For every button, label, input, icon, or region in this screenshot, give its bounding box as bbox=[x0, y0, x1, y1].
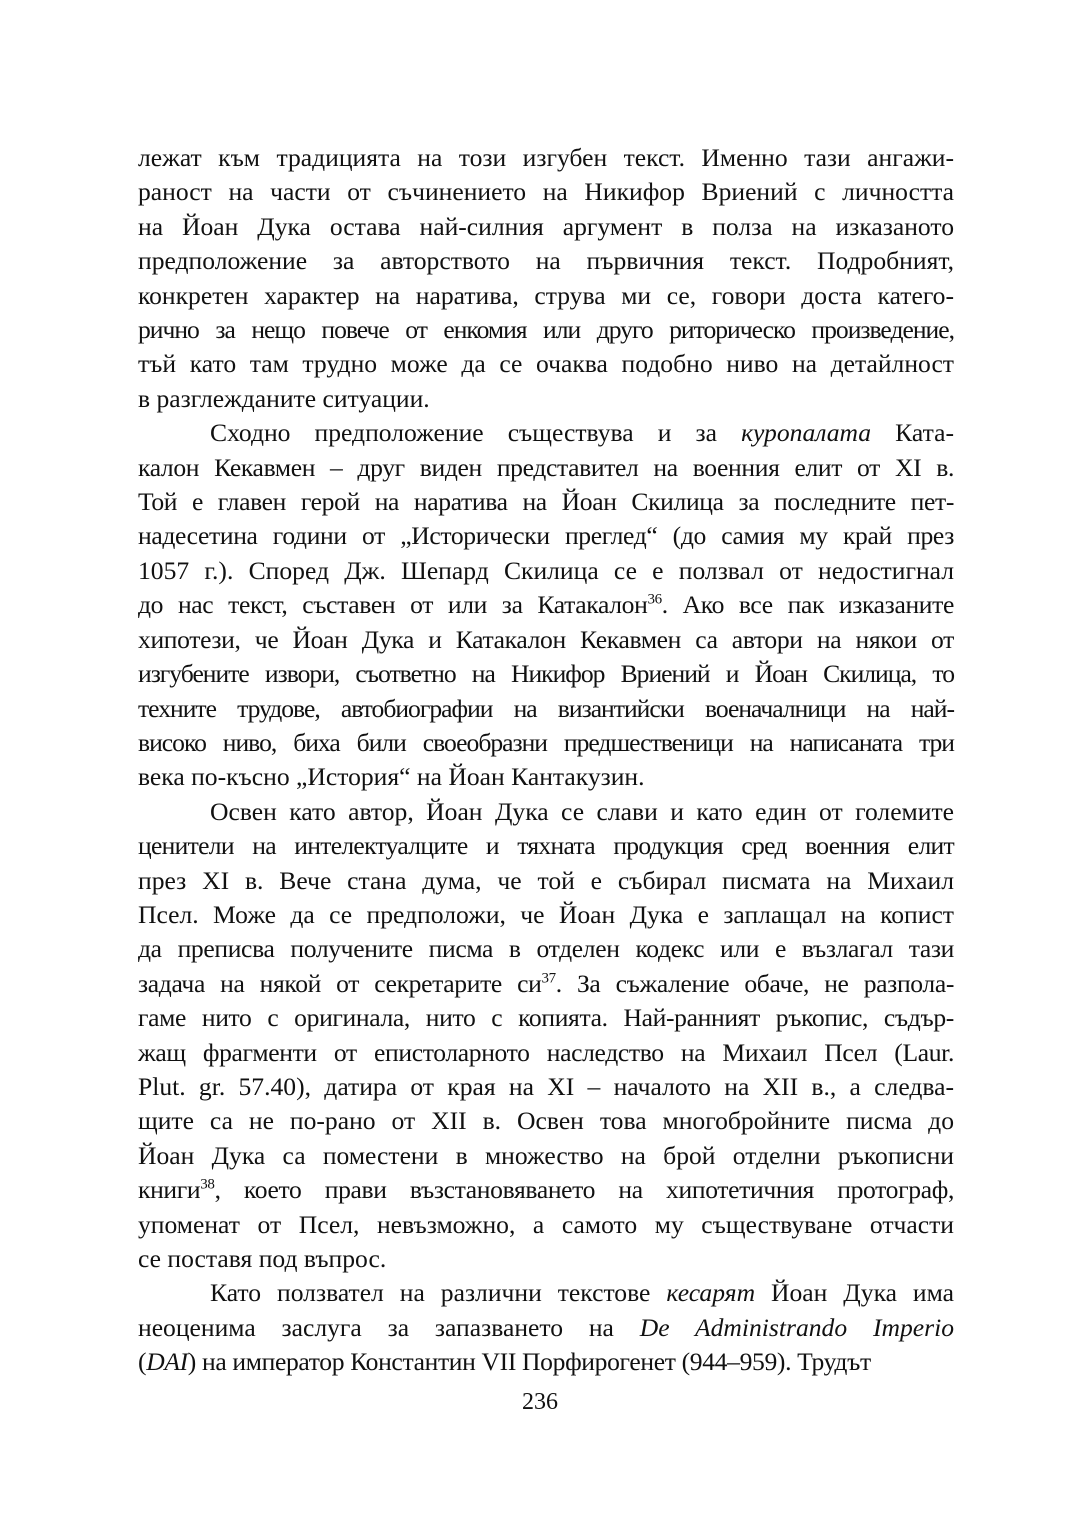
text-line bbox=[138, 1001, 954, 1035]
text-segment: изгубените извори, съответно на Никифор Вриений и Йоан Скилица, то bbox=[138, 659, 954, 689]
text-line bbox=[138, 1139, 954, 1173]
text-line bbox=[138, 175, 954, 209]
text-line bbox=[138, 760, 954, 794]
text-segment: , което прави възстановяването на хипотетичния протограф, bbox=[214, 1175, 954, 1205]
text-segment: неоценима заслуга за запазването на bbox=[138, 1312, 640, 1342]
text-line bbox=[138, 1311, 954, 1345]
text-line bbox=[138, 313, 954, 347]
text-segment: ) на император Константин VII Порфирогенет (944–959). Трудът bbox=[187, 1347, 871, 1377]
text-segment: хипотези, че Йоан Дука и Катакалон Кекавмен са автори на някои от bbox=[138, 624, 954, 654]
page-body bbox=[138, 141, 954, 1380]
text-segment: . За съжаление обаче, не разпола- bbox=[555, 968, 954, 998]
text-line bbox=[138, 1276, 954, 1310]
text-segment: до нас текст, съставен от или за Катакалон bbox=[138, 590, 648, 620]
text-segment: високо ниво, биха били своеобразни предшественици на написаната три bbox=[138, 727, 954, 757]
text-segment: гаме нито с оригинала, нито с копията. Най-ранният ръкопис, съдър- bbox=[138, 1003, 954, 1033]
paragraph-3 bbox=[138, 795, 954, 1277]
text-line bbox=[138, 416, 954, 450]
text-line bbox=[138, 588, 954, 622]
text-segment: щите са не по-рано от XII в. Освен това многобройните писма до bbox=[138, 1106, 954, 1136]
text-line bbox=[138, 1242, 954, 1276]
italic-term: De Administrando Imperio bbox=[639, 1312, 954, 1342]
footnote-ref: 38 bbox=[200, 1176, 215, 1193]
text-segment: Ката- bbox=[871, 418, 954, 448]
text-segment: на Йоан Дука остава най-силния аргумент в полза на изказаното bbox=[138, 211, 954, 241]
text-segment: ценители на интелектуалците и тяхната продукция сред военния елит bbox=[138, 831, 954, 861]
footnote-ref: 36 bbox=[647, 591, 662, 608]
text-segment: през XI в. Вече стана дума, че той е събирал писмата на Михаил bbox=[138, 865, 954, 895]
text-segment: тъй като там трудно може да се очаква подобно ниво на детайлност bbox=[138, 349, 954, 379]
text-line bbox=[138, 347, 954, 381]
text-segment: надесетина години от „Исторически преглед“ (до самия му край през bbox=[138, 521, 954, 551]
text-line bbox=[138, 1208, 954, 1242]
text-segment: жащ фрагменти от епистоларното наследство на Михаил Псел (Laur. bbox=[138, 1037, 954, 1067]
text-line bbox=[138, 485, 954, 519]
text-line bbox=[138, 1070, 954, 1104]
italic-term: DAI bbox=[146, 1347, 188, 1377]
text-segment: Псел. Може да се предположи, че Йоан Дука е заплащал на копист bbox=[138, 899, 954, 929]
text-segment: Като ползвател на различни текстове bbox=[210, 1278, 667, 1308]
text-segment: рично за нещо повече от енкомия или друго риторическо произведение, bbox=[138, 315, 954, 345]
text-line bbox=[138, 829, 954, 863]
text-line bbox=[138, 898, 954, 932]
text-segment: предположение за авторството на първичния текст. Подробният, bbox=[138, 246, 954, 276]
text-segment: в разглежданите ситуации. bbox=[138, 383, 430, 413]
text-segment: конкретен характер на наратива, струва ми се, говори доста катего- bbox=[138, 280, 954, 310]
text-segment: Йоан Дука са поместени в множество на брой отделни ръкописни bbox=[138, 1140, 954, 1170]
text-line bbox=[138, 1345, 954, 1379]
text-segment: да преписва получените писма в отделен кодекс или е възлагал тази bbox=[138, 934, 954, 964]
text-line bbox=[138, 932, 954, 966]
text-line bbox=[138, 795, 954, 829]
text-segment: Сходно предположение съществува и за bbox=[210, 418, 742, 448]
text-line bbox=[138, 279, 954, 313]
text-segment: лежат към традицията на този изгубен текст. Именно тази ангажи- bbox=[138, 143, 954, 172]
text-segment: . Ако все пак изказаните bbox=[661, 590, 954, 620]
text-segment: задача на някой от секретарите си bbox=[138, 968, 542, 998]
text-segment: века по-късно „История“ на Йоан Кантакузин. bbox=[138, 762, 645, 792]
text-line bbox=[138, 967, 954, 1001]
text-line bbox=[138, 451, 954, 485]
page-number: 236 bbox=[522, 1389, 558, 1415]
text-line bbox=[138, 726, 954, 760]
paragraph-2 bbox=[138, 416, 954, 794]
footnote-ref: 37 bbox=[541, 970, 556, 986]
text-line bbox=[138, 141, 954, 175]
text-segment: техните трудове, автобиографии на византийски военачалници на най- bbox=[138, 693, 954, 723]
text-segment: Plut. gr. 57.40), датира от края на XI – началото на XII в., а следва- bbox=[138, 1071, 954, 1101]
text-line bbox=[138, 519, 954, 553]
italic-term: куропалата bbox=[741, 418, 872, 448]
paragraph-4 bbox=[138, 1276, 954, 1379]
text-line bbox=[138, 692, 954, 726]
text-line bbox=[138, 623, 954, 657]
text-line bbox=[138, 554, 954, 588]
text-segment: упоменат от Псел, невъзможно, а самото му съществуване отчасти bbox=[138, 1209, 954, 1239]
text-segment: Той е главен герой на наратива на Йоан Скилица за последните пет- bbox=[138, 487, 954, 517]
text-line bbox=[138, 657, 954, 691]
text-line bbox=[138, 382, 954, 416]
italic-term: кесарят bbox=[666, 1278, 756, 1308]
text-line bbox=[138, 1036, 954, 1070]
text-line bbox=[138, 244, 954, 278]
text-segment: ( bbox=[138, 1347, 147, 1377]
text-segment: се поставя под въпрос. bbox=[138, 1244, 387, 1273]
text-segment: Йоан Дука има bbox=[755, 1278, 955, 1308]
text-segment: Освен като автор, Йоан Дука се слави и като един от големите bbox=[210, 796, 954, 826]
text-segment: 1057 г.). Според Дж. Шепард Скилица се е ползвал от недостигнал bbox=[138, 555, 954, 585]
text-line bbox=[138, 1104, 954, 1138]
text-line bbox=[138, 864, 954, 898]
text-line bbox=[138, 210, 954, 244]
text-segment: книги bbox=[138, 1175, 201, 1205]
paragraph-1 bbox=[138, 141, 954, 416]
text-segment: калон Кекавмен – друг виден представител на военния елит от XI в. bbox=[138, 452, 954, 482]
text-line bbox=[138, 1173, 954, 1207]
text-segment: раност на части от съчинението на Никифор Вриений с личността bbox=[138, 177, 954, 207]
